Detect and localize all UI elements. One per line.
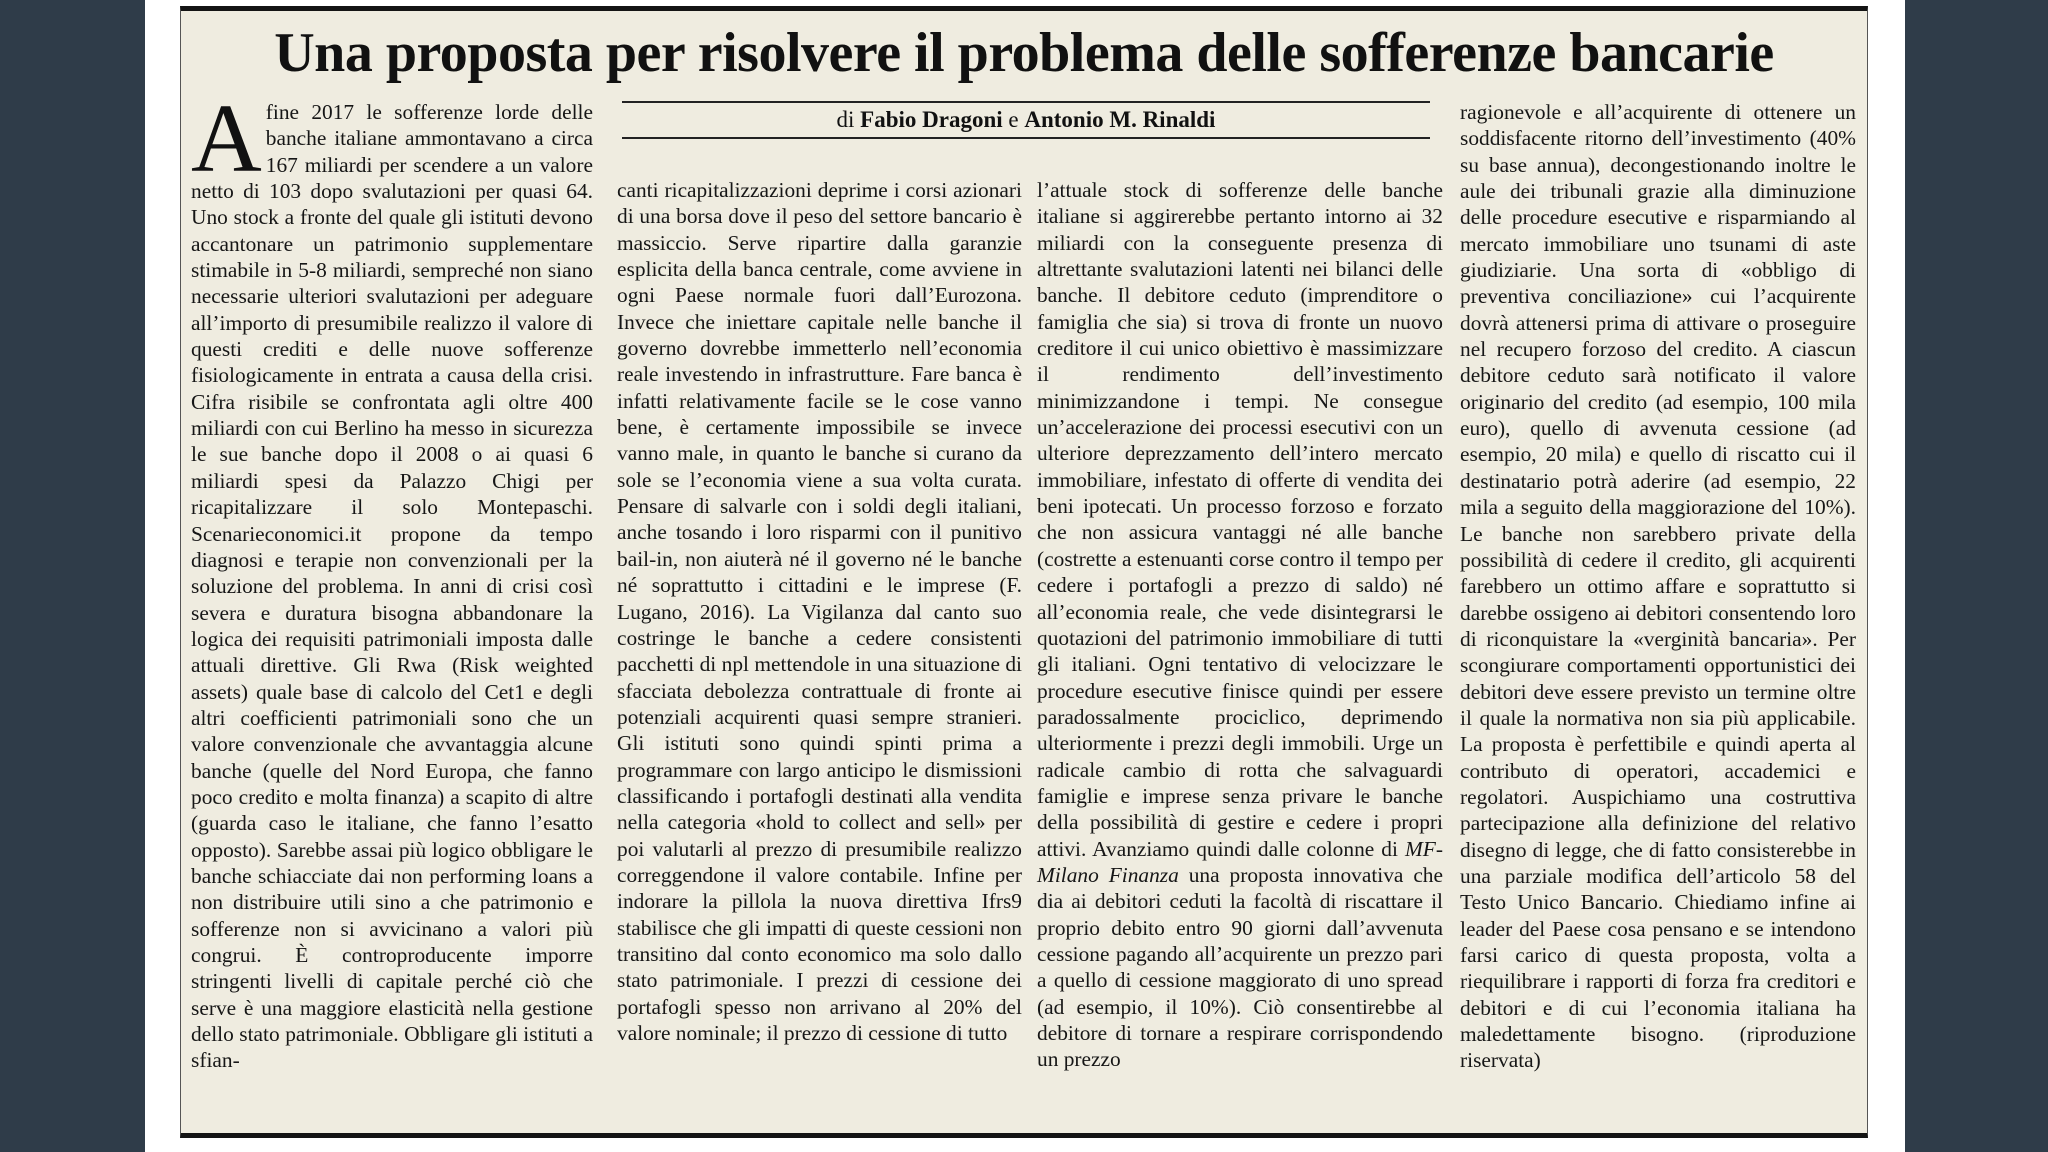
column-3-paragraph <box>1037 177 1443 1073</box>
column-4 <box>1460 99 1856 1074</box>
column-1 <box>191 85 593 1074</box>
column-3-text-b: una proposta innovativa che dia ai debitori ceduti la facoltà di riscattare il proprio debito entro 90 giorni dall’avvenuta cessione pagando all’acquirente un prezzo pari a quello di cessione maggiorato di uno spread (ad esempio, il 10%). Ciò consentirebbe al debitore di tornare a respirare corrispondendo un prezzo <box>1037 862 1443 1072</box>
column-1-paragraph <box>191 85 593 1074</box>
article-clipping <box>180 6 1868 1138</box>
column-3 <box>1037 177 1443 1073</box>
byline-conjunction: e <box>1008 107 1019 132</box>
column-1-text: fine 2017 le sofferenze lorde delle banche italiane ammontavano a circa 167 miliardi per scendere a un valore netto di 103 dopo svalutazioni per quasi 64. Uno stock a fronte del quale gli istituti devono accantonare un patrimonio supplementare stimabile in 5-8 miliardi, sempreché non siano necessarie ulteriori svalutazioni per adeguare all’importo di presumibile realizzo il valore di questi crediti e delle nuove sofferenze fisiologicamente in entrata a causa della crisi. Cifra risibile se confrontata agli oltre 400 miliardi con cui Berlino ha messo in sicurezza le sue banche dopo il 2008 o ai quasi 6 miliardi spesi da Palazzo Chigi per ricapitalizzare il solo Montepaschi. Scenarieconomici.it propone da tempo diagnosi e terapie non convenzionali per la soluzione del problema. In anni di crisi così severa e duratura bisogna abbandonare la logica dei requisiti patrimoniali imposta dalle attuali direttive. Gli Rwa (Risk weighted assets) quale base di calcolo del Cet1 e degli altri coefficienti patrimoniali sono che un valore convenzionale che avvantaggia alcune banche (quelle del Nord Europa, che fanno poco credito e molta finanza) a scapito di altre (guarda caso le italiane, che fanno l’esatto opposto). Sarebbe assai più logico obbligare le banche schiacciate dai non performing loans a non distribuire utili sino a che patrimonio e sofferenze non si avvicinano a valori più congrui. È controproducente imporre stringenti livelli di capitale perché ciò che serve è una maggiore elasticità nella gestione dello stato patrimoniale. Obbligare gli istituti a sfian- <box>191 100 593 1073</box>
byline-author-2: Antonio M. Rinaldi <box>1024 107 1216 132</box>
publication-name: MF-Milano Finanza <box>1037 836 1443 887</box>
column-4-text: ragionevole e all’acquirente di ottenere un soddisfacente ritorno dell’investimento (40% su base annua), decongestionando inoltre le aule dei tribunali grazie alla diminuzione delle procedure esecutive e risparmiando al mercato immobiliare uno tsunami di aste giudiziarie. Una sorta di «obbligo di preventiva conciliazione» cui l’acquirente dovrà attenersi prima di attivare o proseguire nel recupero forzoso del credito. A ciascun debitore ceduto sarà notificato il valore originario del credito (ad esempio, 100 mila euro), quello di avvenuta cessione (ad esempio, 20 mila) e quello di riscatto cui il destinatario potrà aderire (ad esempio, 22 mila a seguito della maggiorazione del 10%). Le banche non sarebbero private della possibilità di cedere il credito, gli acquirenti farebbero un ottimo affare e soprattutto si darebbe ossigeno ai debitori consentendo loro di riconquistare la «verginità bancaria». Per scongiurare comportamenti opportunistici dei debitori deve essere previsto un termine oltre il quale la normativa non sia più applicabile. La proposta è perfettibile e quindi aperta al contributo di operatori, accademici e regolatori. Auspichiamo una costruttiva partecipazione alla definizione del relativo disegno di legge, che di fatto consisterebbe in una parziale modifica dell’articolo 58 del Testo Unico Bancario. Chiediamo infine ai leader del Paese cosa pensano e se intendono farsi carico di questa proposta, volta a riequilibrare i rapporti di forza fra creditori e debitori e di cui l’economia italiana ha maledettamente bisogno. (riproduzione riservata) <box>1460 100 1856 1073</box>
column-2 <box>617 177 1022 1046</box>
byline <box>622 101 1430 139</box>
headline: Una proposta per risolvere il problema delle sofferenze bancarie <box>274 22 1774 84</box>
byline-prefix: di <box>836 107 855 132</box>
drop-cap: A <box>191 85 262 193</box>
byline-author-1: Fabio Dragoni <box>860 107 1003 132</box>
column-3-text-a: l’attuale stock di sofferenze delle banche italiane si aggirerebbe pertanto intorno ai 32 miliardi con la conseguente presenza di altrettante svalutazioni latenti nei bilanci delle banche. Il debitore ceduto (imprenditore o famiglia che sia) si trova di fronte un nuovo creditore il cui unico obiettivo è massimizzare il rendimento dell’investimento minimizzandone i tempi. Ne consegue un’accelerazione dei processi esecutivi con un ulteriore deprezzamento dell’intero mercato immobiliare, infestato di offerte di vendita dei beni ipotecati. Un processo forzoso e forzato che non assicura vantaggi né alle banche (costrette a estenuanti corse contro il tempo per cedere i portafogli a prezzo di saldo) né all’economia reale, che vede disintegrarsi le quotazioni del patrimonio immobiliare di tutti gli italiani. Ogni tentativo di velocizzare le procedure esecutive finisce quindi per essere paradossalmente prociclico, deprimendo ulteriormente i prezzi degli immobili. Urge un radicale cambio di rotta che salvaguardi famiglie e imprese senza privare le banche della possibilità di gestire e cedere i propri attivi. Avanziamo quindi dalle colonne di <box>1037 178 1443 861</box>
column-2-text: canti ricapitalizzazioni deprime i corsi azionari di una borsa dove il peso del settore bancario è massiccio. Serve ripartire dalla garanzie esplicita della banca centrale, come avviene in ogni Paese normale fuori dall’Eurozona. Invece che iniettare capitale nelle banche il governo dovrebbe immetterlo nell’economia reale investendo in infrastrutture. Fare banca è infatti relativamente facile se le cose vanno bene, è certamente impossibile se invece vanno male, in quanto le banche si curano da sole se l’economia viene a sua volta curata. Pensare di salvarle con i soldi degli italiani, anche tosando i loro risparmi con il punitivo bail-in, non aiuterà né il governo né le banche né soprattutto i cittadini e le imprese (F. Lugano, 2016). La Vigilanza dal canto suo costringe le banche a cedere consistenti pacchetti di npl mettendole in una situazione di sfacciata debolezza contrattuale di fronte ai potenziali acquirenti quasi sempre stranieri. Gli istituti sono quindi spinti prima a programmare con largo anticipo le dismissioni classificando i portafogli destinati alla vendita nella categoria «hold to collect and sell» per poi valutarli al prezzo di presumibile realizzo correggendone il valore contabile. Infine per indorare la pillola la nuova direttiva Ifrs9 stabilisce che gli impatti di queste cessioni non transitino dal conto economico ma solo dallo stato patrimoniale. I prezzi di cessione dei portafogli spesso non arrivano al 20% del valore nominale; il prezzo di cessione di tutto <box>617 178 1022 1045</box>
page-sheet <box>145 0 1905 1152</box>
